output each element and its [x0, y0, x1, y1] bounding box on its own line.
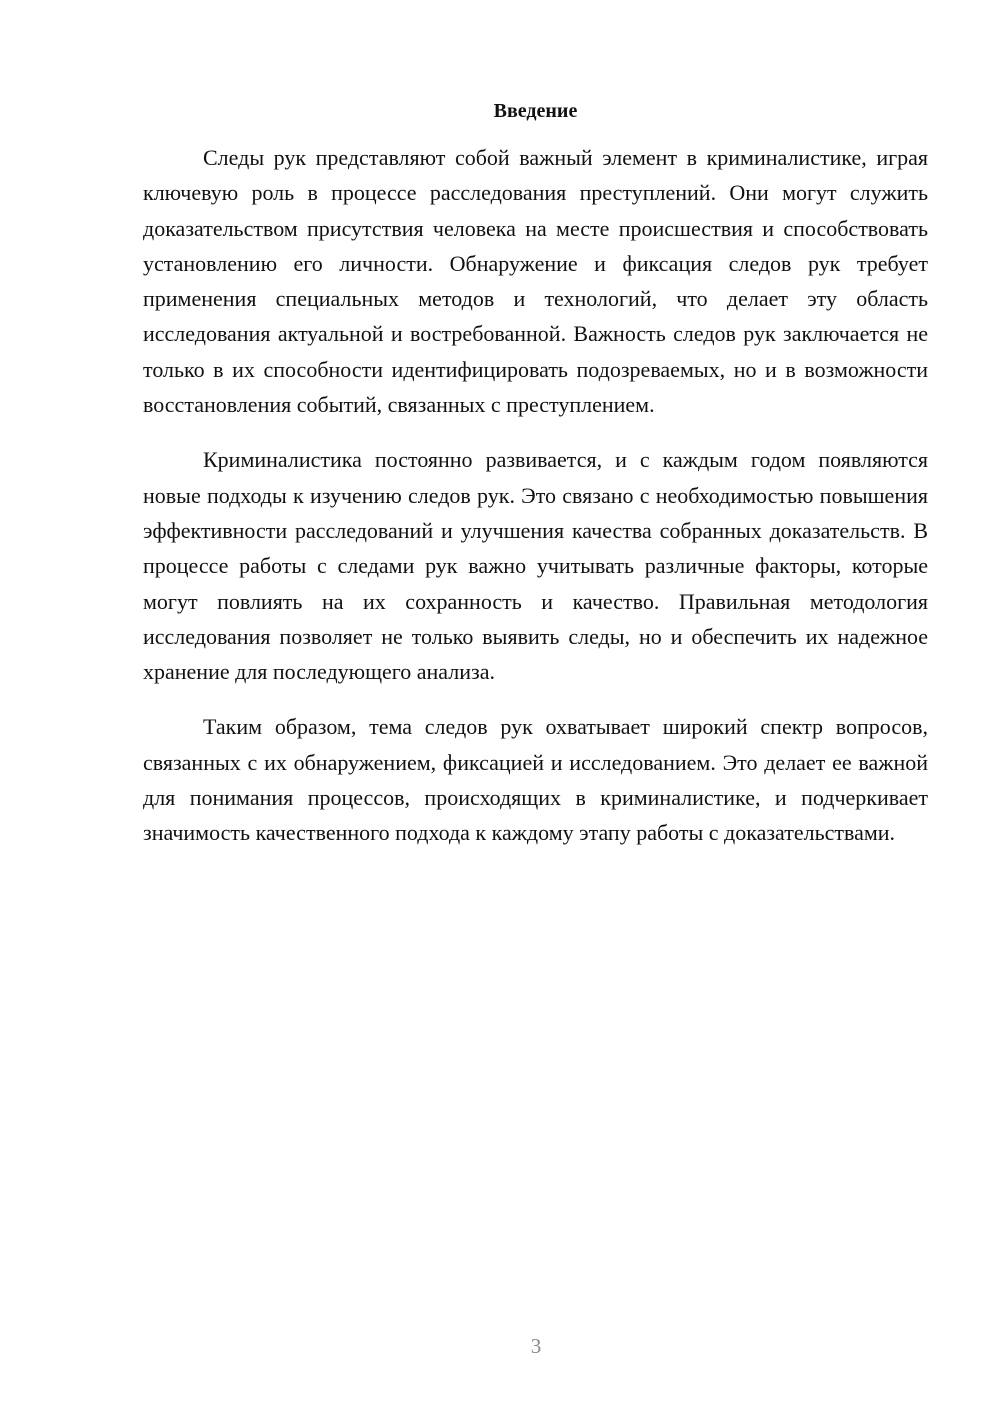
section-title: Введение [493, 100, 578, 122]
page-content [143, 96, 928, 851]
paragraph-2: Криминалистика постоянно развивается, и с каждым годом появляются новые подходы к изучению следов рук. Это связано с необходимостью повышения эффективности расследований и улучшения качества собранных доказательств. В процессе работы с следами рук важно учитывать различные факторы, которые могут повлиять на их сохранность и качество. Правильная методология исследования позволяет не только выявить следы, но и обеспечить их надежное хранение для последующего анализа. [143, 447, 928, 685]
page-number: 3 [530, 1334, 542, 1358]
paragraph-3: Таким образом, тема следов рук охватывает широкий спектр вопросов, связанных с их обнаружением, фиксацией и исследованием. Это делает ее важной для понимания процессов, происходящих в криминалистике, и подчеркивает значимость качественного подхода к каждому этапу работы с доказательствами. [143, 714, 928, 846]
paragraph-1: Следы рук представляют собой важный элемент в криминалистике, играя ключевую роль в процессе расследования преступлений. Они могут служить доказательством присутствия человека на месте происшествия и способствовать установлению его личности. Обнаружение и фиксация следов рук требует применения специальных методов и технологий, что делает эту область исследования актуальной и востребованной. Важность следов рук заключается не только в их способности идентифицировать подозреваемых, но и в возможности восстановления событий, связанных с преступлением. [143, 145, 928, 418]
